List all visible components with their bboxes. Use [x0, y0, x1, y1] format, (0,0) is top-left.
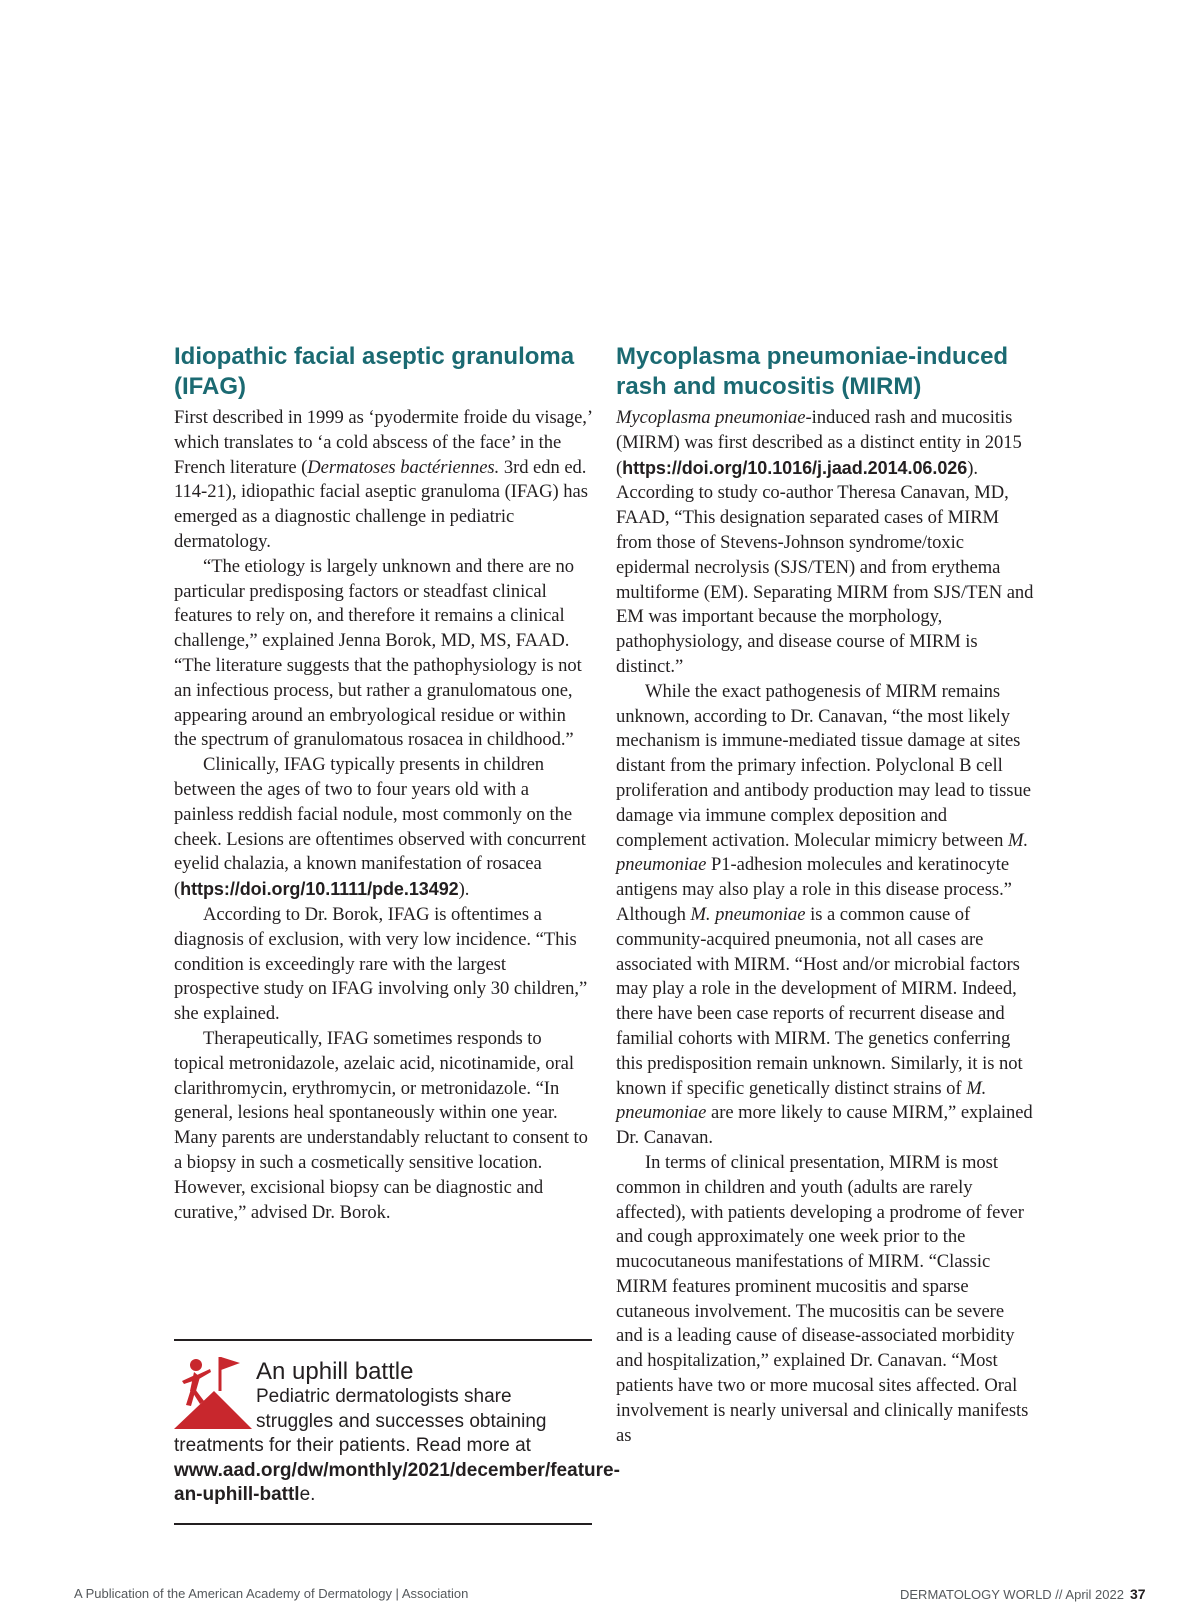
left-column [174, 342, 592, 1225]
mirm-paragraph-1: Mycoplasma pneumoniae-induced rash and mucositis (MIRM) was first described as a distinct entity in 2015 (https://doi.org/10.1016/j.jaad.2014.06.026). According to study co-author Theresa Canavan, MD, FAAD, “This designation separated cases of MIRM from those of Stevens-Johnson syndrome/toxic epidermal necrolysis (SJS/TEN) and from erythema multiforme (EM). Separating MIRM from SJS/TEN and EM was important because the morphology, pathophysiology, and disease course of MIRM is distinct.” [616, 407, 1034, 677]
callout-body: treatments for their patients. Read more at www.aad.org/dw/monthly/2021/december/feature-an-uphill-battle. [174, 1435, 620, 1505]
uphill-battle-callout [174, 1339, 620, 1525]
ifag-paragraph-3: Clinically, IFAG typically presents in children between the ages of two to four years old with a painless reddish facial nodule, most commonly on the cheek. Lesions are oftentimes observed with concurrent eyelid chalazia, a known manifestation of rosacea (https://doi.org/10.1111/pde.13492). [174, 754, 586, 901]
ifag-paragraph-4: According to Dr. Borok, IFAG is oftentimes a diagnosis of exclusion, with very low incidence. “This condition is exceedingly rare with the largest prospective study on IFAG involving only 30 children,” she explained. [174, 903, 588, 1025]
doi-link-jaad[interactable]: https://doi.org/10.1016/j.jaad.2014.06.026 [622, 457, 968, 478]
mirm-heading: Mycoplasma pneumoniae-induced rash and mucositis (MIRM) [616, 343, 1009, 400]
callout-title: An uphill battle [256, 1358, 414, 1385]
magazine-issue: DERMATOLOGY WORLD // April 2022 [900, 1587, 1124, 1602]
climber-flag-icon [174, 1351, 252, 1429]
page-number: 37 [1129, 1586, 1146, 1602]
ifag-paragraph-2: “The etiology is largely unknown and there are no particular predisposing factors or steadfast clinical features to rely on, and therefore it remains a clinical challenge,” explained Jenna Borok, MD, MS, FAAD. “The literature suggests that the pathophysiology is not an infectious process, but rather a granulomatous one, appearing around an embryological residue or within the spectrum of granulomatous rosacea in childhood.” [174, 555, 582, 751]
right-column [616, 342, 1034, 1448]
footer-masthead [900, 1586, 1146, 1603]
ifag-heading: Idiopathic facial aseptic granuloma (IFAG) [174, 343, 575, 400]
doi-link-pde[interactable]: https://doi.org/10.1111/pde.13492 [180, 879, 459, 900]
callout-link[interactable]: www.aad.org/dw/monthly/2021/december/feature-an-uphill-battl [174, 1459, 620, 1505]
mirm-paragraph-2: While the exact pathogenesis of MIRM remains unknown, according to Dr. Canavan, “the most likely mechanism is immune-mediated tissue damage at sites distant from the primary infection. Polyclonal B cell proliferation and antibody production may lead to tissue damage via immune complex deposition and complement activation. Molecular mimicry between M. pneumoniae P1-adhesion molecules and keratinocyte antigens may also play a role in this disease process.” Although M. pneumoniae is a common cause of community-acquired pneumonia, not all cases are associated with MIRM. “Host and/or microbial factors may play a role in the development of MIRM. Indeed, there have been case reports of recurrent disease and familial cohorts with MIRM. The genetics conferring this predisposition remain unknown. Similarly, it is not known if specific genetically distinct strains of M. pneumoniae are more likely to cause MIRM,” explained Dr. Canavan. [616, 680, 1033, 1149]
publication-credit: A Publication of the American Academy of Dermatology | Association [74, 1586, 469, 1601]
ifag-paragraph-1: First described in 1999 as ‘pyodermite froide du visage,’ which translates to ‘a cold abscess of the face’ in the French literature (Dermatoses bactériennes. 3rd edn ed. 114-21), idiopathic facial aseptic granuloma (IFAG) has emerged as a diagnostic challenge in pediatric dermatology. [174, 407, 592, 552]
ifag-paragraph-5: Therapeutically, IFAG sometimes responds to topical metronidazole, azelaic acid, nicotinamide, oral clarithromycin, erythromycin, or metronidazole. “In general, lesions heal spontaneously within one year. Many parents are understandably reluctant to consent to a biopsy in such a cosmetically sensitive location. However, excisional biopsy can be diagnostic and curative,” advised Dr. Borok. [174, 1027, 588, 1223]
callout-lede: Pediatric dermatologists share struggles and successes obtaining [256, 1386, 547, 1432]
mirm-paragraph-3: In terms of clinical presentation, MIRM is most common in children and youth (adults are rarely affected), with patients developing a prodrome of fever and cough approximately one week prior to the mucocutaneous manifestations of MIRM. “Classic MIRM features prominent mucositis and sparse cutaneous involvement. The mucositis can be severe and is a leading cause of disease-associated morbidity and hospitalization,” explained Dr. Canavan. “Most patients have two or more mucosal sites affected. Oral involvement is nearly universal and clinically manifests as [616, 1151, 1029, 1446]
